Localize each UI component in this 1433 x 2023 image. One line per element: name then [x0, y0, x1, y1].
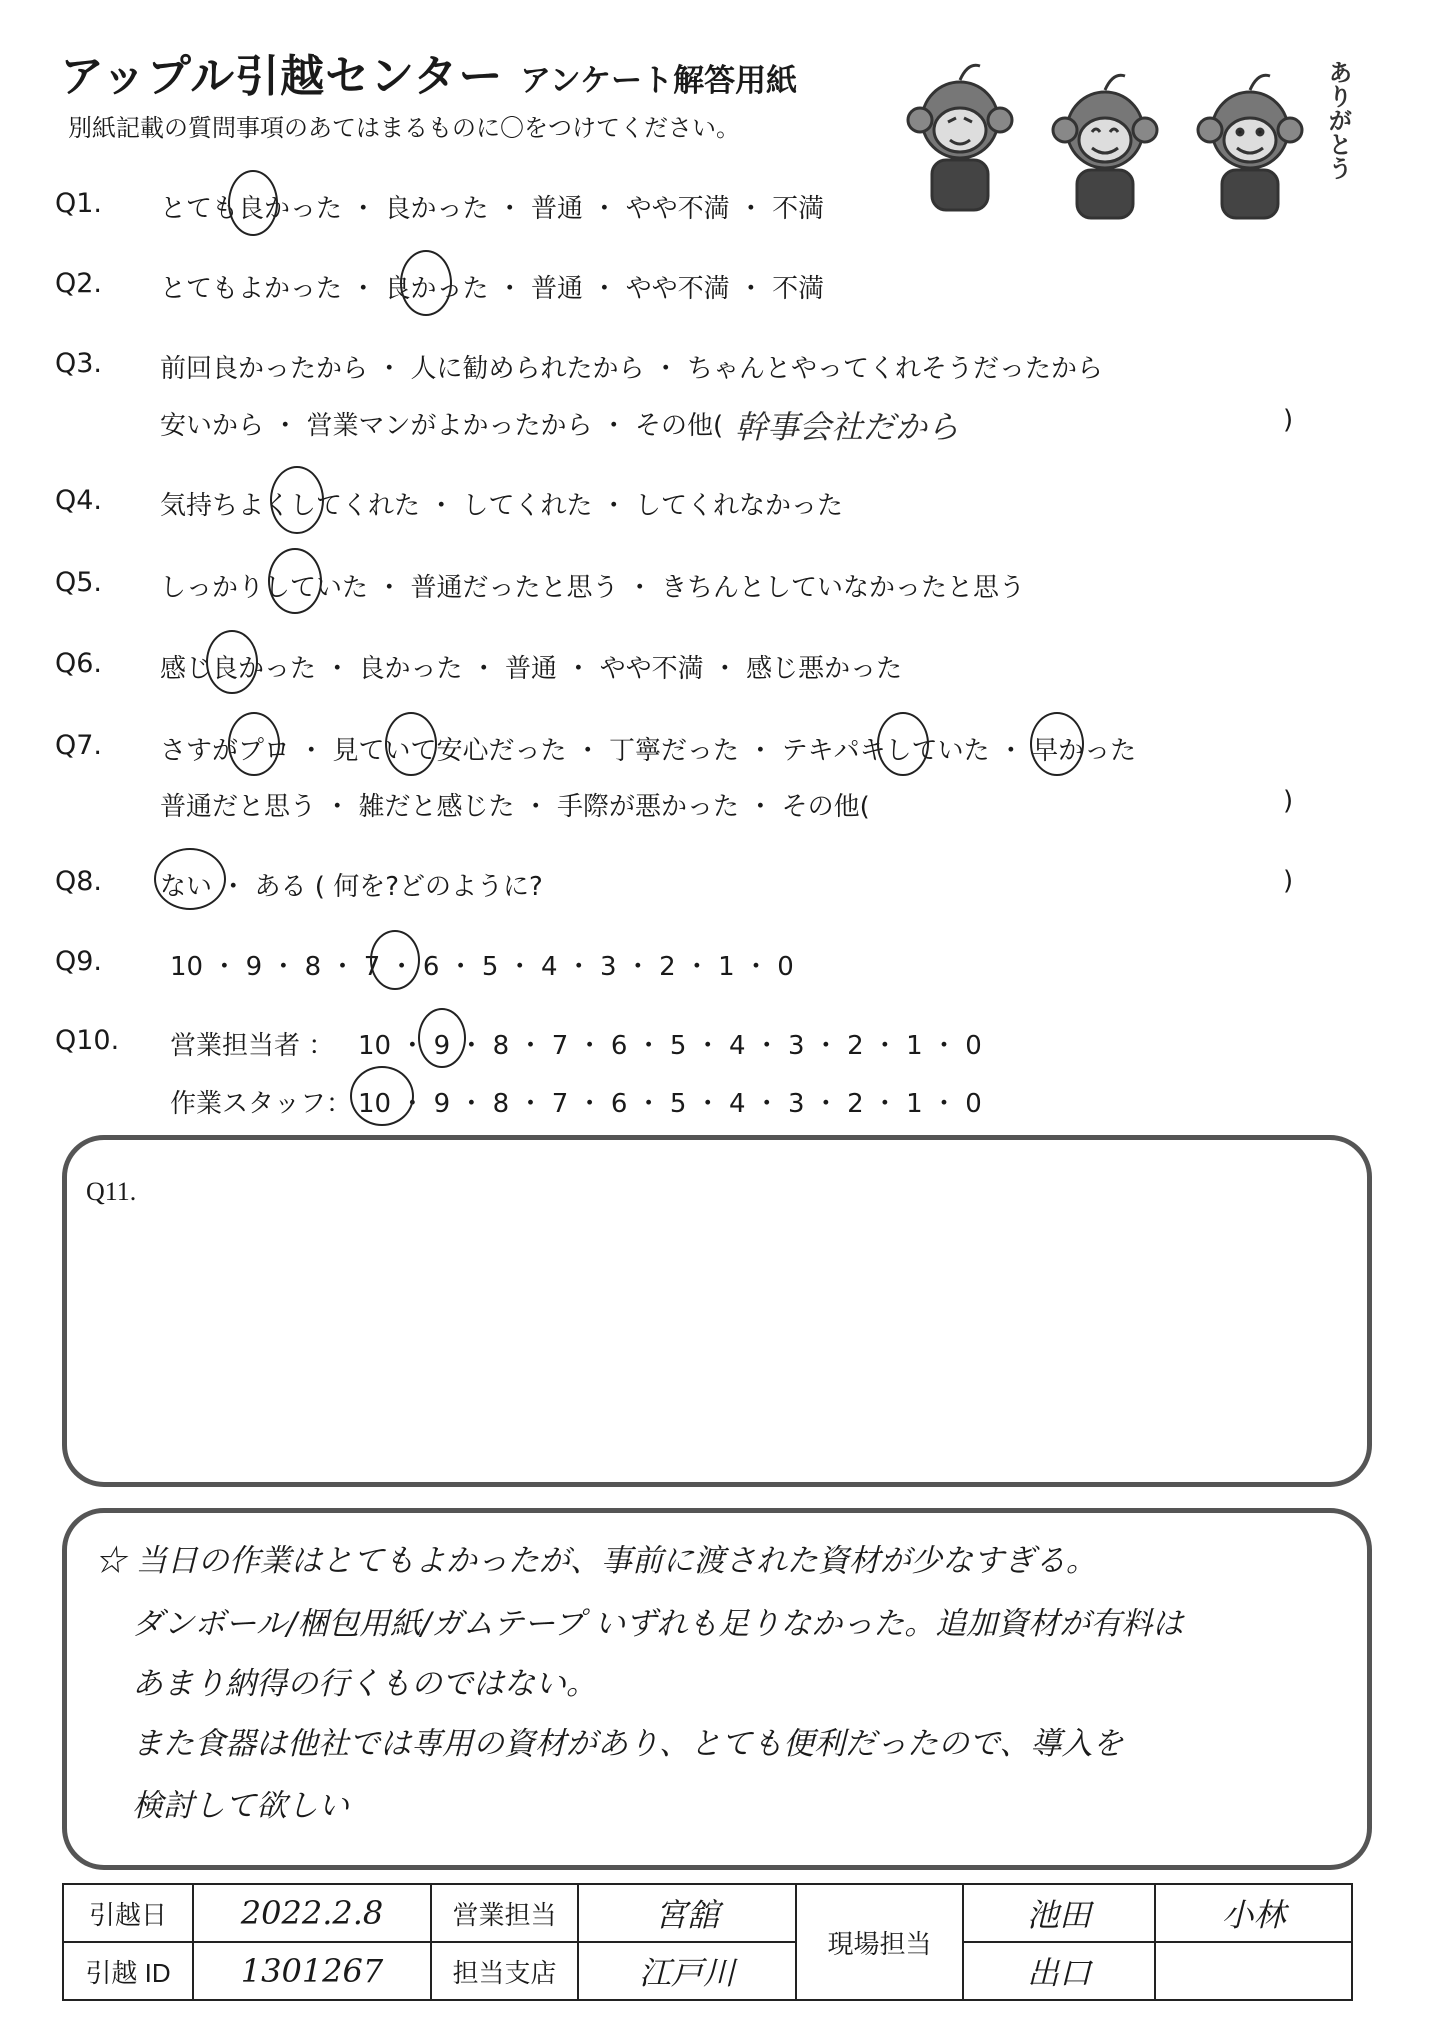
- q10-sales-scale[interactable]: 10 ・ 9 ・ 8 ・ 7 ・ 6 ・ 5 ・ 4 ・ 3 ・ 2 ・ 1 ・ 0: [358, 1031, 982, 1061]
- q6-options[interactable]: 感じ良かった ・ 良かった ・ 普通 ・ やや不満 ・ 感じ悪かった: [160, 654, 903, 684]
- q4-answer-circle: [270, 466, 324, 534]
- q7-close-paren: ): [1283, 786, 1294, 816]
- q7-answer-circle-4: [1030, 712, 1084, 776]
- site-staff-2[interactable]: 小林: [1155, 1884, 1352, 1942]
- q7-options-line2[interactable]: 普通だと思う ・ 雑だと感じた ・ 手際が悪かった ・ その他(: [160, 792, 870, 822]
- form-instruction: 別紙記載の質問事項のあてはまるものに〇をつけてください。: [68, 114, 740, 142]
- q3-options-line2[interactable]: 安いから ・ 営業マンがよかったから ・ その他(: [160, 411, 724, 441]
- q6-label: Q6.: [55, 648, 103, 679]
- move-id-value[interactable]: 1301267: [193, 1942, 431, 2000]
- q10-sales-label: 営業担当者 ：: [170, 1031, 335, 1061]
- q9-answer-circle: [370, 930, 420, 990]
- q7-options-line1[interactable]: さすがプロ ・ 見ていて安心だった ・ 丁寧だった ・ テキパキしていた ・ 早かった: [160, 736, 1137, 766]
- q2-label: Q2.: [55, 268, 103, 299]
- q5-label: Q5.: [55, 567, 103, 598]
- comment-line-1: ☆ 当日の作業はとてもよかったが、事前に渡された資材が少なすぎる。: [95, 1543, 1097, 1579]
- comment-line-5: 検討して欲しい: [132, 1788, 349, 1824]
- q8-answer-circle: [154, 848, 226, 910]
- q11-label: Q11.: [86, 1177, 137, 1206]
- q7-answer-circle-1: [228, 712, 280, 776]
- move-info-table: [62, 1883, 1353, 2001]
- q11-answer-box[interactable]: [62, 1135, 1372, 1487]
- q3-other-answer: 幹事会社だから: [735, 408, 960, 446]
- q10-staff-answer-circle: [350, 1066, 414, 1126]
- move-id-label: 引越 ID: [63, 1942, 193, 2000]
- branch-value[interactable]: 江戸川: [578, 1942, 796, 2000]
- q3-options-line1[interactable]: 前回良かったから ・ 人に勧められたから ・ ちゃんとやってくれそうだったから: [160, 354, 1104, 384]
- q10-staff-scale[interactable]: 10 ・ 9 ・ 8 ・ 7 ・ 6 ・ 5 ・ 4 ・ 3 ・ 2 ・ 1 ・ 0: [358, 1089, 982, 1119]
- site-staff-3[interactable]: 出口: [963, 1942, 1155, 2000]
- q2-options[interactable]: とてもよかった ・ 良かった ・ 普通 ・ やや不満 ・ 不満: [160, 274, 825, 304]
- sales-rep-label: 営業担当: [431, 1884, 578, 1942]
- move-date-value[interactable]: 2022.2.8: [193, 1884, 431, 1942]
- q3-label: Q3.: [55, 348, 103, 379]
- site-staff-label: 現場担当: [796, 1884, 963, 2000]
- form-title: アップル引越センター: [60, 51, 504, 102]
- q7-answer-circle-3: [877, 712, 929, 776]
- form-subtitle: アンケート解答用紙: [520, 63, 798, 99]
- comment-line-4: また食器は他社では専用の資材があり、とても便利だったので、導入を: [132, 1726, 1124, 1762]
- mascot-monkeys-illustration: [880, 50, 1360, 230]
- q7-answer-circle-2: [385, 712, 437, 776]
- q8-options[interactable]: ない ・ ある ( 何を?どのように?: [160, 872, 543, 902]
- site-staff-empty[interactable]: [1155, 1942, 1352, 2000]
- q2-answer-circle: [400, 250, 452, 316]
- comment-line-3: あまり納得の行くものではない。: [132, 1666, 597, 1702]
- q5-answer-circle: [268, 548, 322, 614]
- q7-label: Q7.: [55, 730, 103, 761]
- q3-close-paren: ): [1283, 405, 1294, 435]
- mascot-thanks-text: ありがとう: [1324, 60, 1352, 180]
- q1-options[interactable]: とても良かった ・ 良かった ・ 普通 ・ やや不満 ・ 不満: [160, 194, 825, 224]
- q4-options[interactable]: 気持ちよくしてくれた ・ してくれた ・ してくれなかった: [160, 491, 844, 521]
- q5-options[interactable]: しっかりしていた ・ 普通だったと思う ・ きちんとしていなかったと思う: [160, 573, 1026, 603]
- q6-answer-circle: [206, 630, 258, 694]
- comment-line-2: ダンボール/梱包用紙/ガムテープ いずれも足りなかった。追加資材が有料は: [132, 1606, 1184, 1642]
- q9-scale[interactable]: 10 ・ 9 ・ 8 ・ 7 ・ 6 ・ 5 ・ 4 ・ 3 ・ 2 ・ 1 ・ 0: [170, 952, 794, 982]
- q10-staff-label: 作業スタッフ：: [170, 1089, 353, 1119]
- q10-label: Q10.: [55, 1025, 120, 1056]
- q9-label: Q9.: [55, 946, 103, 977]
- q1-label: Q1.: [55, 188, 103, 219]
- q4-label: Q4.: [55, 485, 103, 516]
- q10-sales-answer-circle: [418, 1008, 466, 1068]
- q8-label: Q8.: [55, 866, 103, 897]
- site-staff-1[interactable]: 池田: [963, 1884, 1155, 1942]
- q1-answer-circle: [228, 170, 278, 236]
- move-date-label: 引越日: [63, 1884, 193, 1942]
- branch-label: 担当支店: [431, 1942, 578, 2000]
- sales-rep-value[interactable]: 宮舘: [578, 1884, 796, 1942]
- q8-close-paren: ): [1283, 866, 1294, 896]
